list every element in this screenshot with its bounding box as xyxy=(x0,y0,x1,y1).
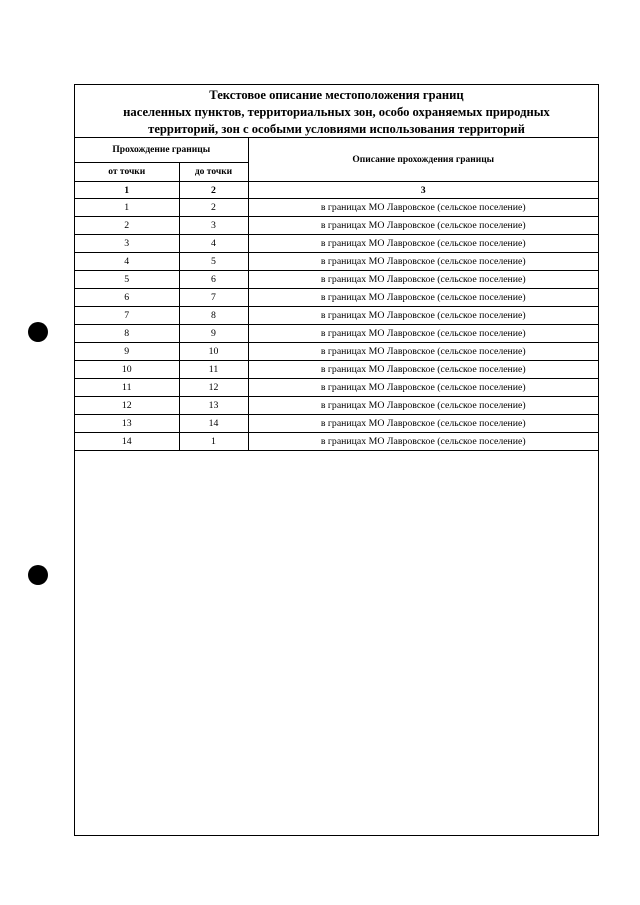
punch-hole-top xyxy=(28,322,48,342)
document-title xyxy=(75,85,598,138)
header-to-point: до точки xyxy=(179,163,248,182)
cell-description: в границах МО Лавровское (сельское поселение) xyxy=(248,235,598,253)
cell-from-point: 2 xyxy=(75,217,179,235)
table-row xyxy=(75,289,598,307)
table-row xyxy=(75,415,598,433)
cell-from-point: 5 xyxy=(75,271,179,289)
table-row xyxy=(75,379,598,397)
document-frame xyxy=(74,84,599,836)
cell-to-point: 3 xyxy=(179,217,248,235)
table-row xyxy=(75,217,598,235)
cell-description: в границах МО Лавровское (сельское поселение) xyxy=(248,271,598,289)
cell-from-point: 6 xyxy=(75,289,179,307)
table-row xyxy=(75,325,598,343)
title-line-1: Текстовое описание местоположения границ xyxy=(209,88,464,102)
cell-to-point: 8 xyxy=(179,307,248,325)
table-row xyxy=(75,307,598,325)
cell-description: в границах МО Лавровское (сельское поселение) xyxy=(248,325,598,343)
cell-from-point: 14 xyxy=(75,433,179,451)
title-line-2: населенных пунктов, территориальных зон, особо охраняемых природных xyxy=(123,105,550,119)
cell-to-point: 4 xyxy=(179,235,248,253)
cell-from-point: 13 xyxy=(75,415,179,433)
cell-to-point: 12 xyxy=(179,379,248,397)
table-row xyxy=(75,235,598,253)
cell-from-point: 1 xyxy=(75,199,179,217)
boundary-table xyxy=(75,138,598,451)
cell-to-point: 11 xyxy=(179,361,248,379)
cell-from-point: 12 xyxy=(75,397,179,415)
title-line-3: территорий, зон с особыми условиями использования территорий xyxy=(148,122,525,136)
cell-to-point: 13 xyxy=(179,397,248,415)
column-number-2: 2 xyxy=(179,182,248,199)
table-row xyxy=(75,433,598,451)
cell-to-point: 5 xyxy=(179,253,248,271)
cell-description: в границах МО Лавровское (сельское поселение) xyxy=(248,217,598,235)
cell-from-point: 3 xyxy=(75,235,179,253)
cell-from-point: 8 xyxy=(75,325,179,343)
header-boundary-passage: Прохождение границы xyxy=(75,138,248,163)
cell-from-point: 11 xyxy=(75,379,179,397)
header-from-point: от точки xyxy=(75,163,179,182)
column-number-1: 1 xyxy=(75,182,179,199)
header-description: Описание прохождения границы xyxy=(248,138,598,182)
table-row xyxy=(75,199,598,217)
cell-description: в границах МО Лавровское (сельское поселение) xyxy=(248,253,598,271)
cell-description: в границах МО Лавровское (сельское поселение) xyxy=(248,397,598,415)
cell-description: в границах МО Лавровское (сельское поселение) xyxy=(248,415,598,433)
cell-from-point: 4 xyxy=(75,253,179,271)
table-row xyxy=(75,361,598,379)
cell-description: в границах МО Лавровское (сельское поселение) xyxy=(248,289,598,307)
cell-description: в границах МО Лавровское (сельское поселение) xyxy=(248,307,598,325)
cell-description: в границах МО Лавровское (сельское поселение) xyxy=(248,199,598,217)
cell-description: в границах МО Лавровское (сельское поселение) xyxy=(248,343,598,361)
table-row xyxy=(75,343,598,361)
cell-description: в границах МО Лавровское (сельское поселение) xyxy=(248,433,598,451)
cell-to-point: 14 xyxy=(179,415,248,433)
punch-hole-bottom xyxy=(28,565,48,585)
cell-to-point: 10 xyxy=(179,343,248,361)
table-row xyxy=(75,271,598,289)
table-row xyxy=(75,253,598,271)
cell-to-point: 9 xyxy=(179,325,248,343)
cell-to-point: 1 xyxy=(179,433,248,451)
cell-from-point: 7 xyxy=(75,307,179,325)
cell-from-point: 9 xyxy=(75,343,179,361)
cell-description: в границах МО Лавровское (сельское поселение) xyxy=(248,361,598,379)
column-number-3: 3 xyxy=(248,182,598,199)
cell-to-point: 7 xyxy=(179,289,248,307)
cell-to-point: 6 xyxy=(179,271,248,289)
cell-description: в границах МО Лавровское (сельское поселение) xyxy=(248,379,598,397)
cell-to-point: 2 xyxy=(179,199,248,217)
table-row xyxy=(75,397,598,415)
cell-from-point: 10 xyxy=(75,361,179,379)
